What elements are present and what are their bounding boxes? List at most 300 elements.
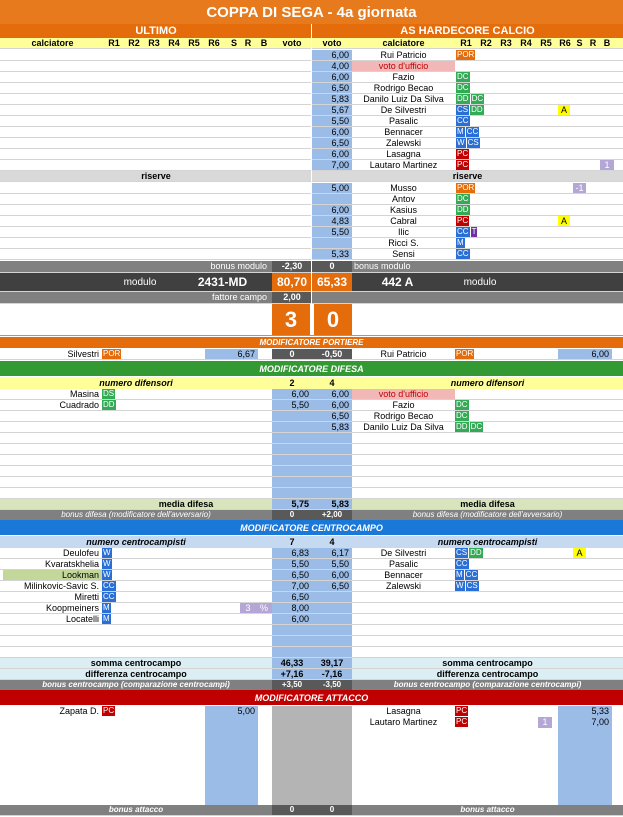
col-header: R3 [500,38,512,48]
player-name: Rodrigo Becao [373,411,434,421]
role-tag: POR [457,183,475,192]
gk-right-role [455,349,530,359]
vote-cell [272,477,312,487]
player-roles [455,61,558,71]
vote-cell [272,488,312,498]
vote-cell [558,783,612,794]
vote-cell [272,636,312,646]
role-tag: CC [457,116,469,125]
team-right: AS HARDECORE CALCIO [400,25,535,37]
gray-cell [272,772,312,783]
player-name: Sensi [392,249,415,259]
player-name: Lautaro Martinez [369,717,438,727]
attacco-row [0,761,623,772]
role-tag: DD [457,94,469,103]
bonus-difesa-row [0,510,623,521]
col-header: calciatore [31,38,74,48]
player-name: De Silvestri [380,548,427,558]
gray-cell [312,750,352,761]
player-roles [455,194,558,204]
player-name: Milinkovic-Savic S. [23,581,99,591]
media-difesa-row [0,499,623,510]
bonus-a: 3 [240,603,256,613]
vote-cell [312,636,352,646]
section-portiere: MODIFICATORE PORTIERE [0,337,623,348]
role-tag: DD [456,422,468,431]
vote-cell [558,761,612,772]
player-name: Bennacer [384,570,423,580]
vote-cell: 6,50 [312,411,352,421]
player-name: voto d'ufficio [352,389,455,399]
cc-diff-label: differenza centrocampo [85,669,187,679]
cc-diff-right: -7,16 [312,669,352,679]
gray-cell [312,772,352,783]
player-name: Lasagna [386,706,421,716]
player-name: Ricci S. [388,238,419,248]
vote-cell [205,717,258,728]
player-name: De Silvestri [380,105,427,115]
cc-bonus-left: +3,50 [272,680,312,690]
gray-cell [312,794,352,805]
player-roles [455,149,558,159]
player-roles [455,83,558,93]
vote-cell [205,728,258,739]
cc-somma-row [0,658,623,669]
media-label: media difesa [460,499,515,509]
vote-cell [205,794,258,805]
player-name: Lautaro Martinez [369,160,438,170]
player-name: Locatelli [65,614,99,624]
role-tag: W [103,548,111,557]
difesa-row [0,466,623,477]
player-roles [455,389,558,399]
vote-cell: 6,00 [312,72,352,82]
role-tag: DC [471,94,484,103]
vote-cell [558,772,612,783]
role-tag: CS [466,581,478,590]
vote-cell: 6,50 [272,592,312,602]
player-name: Ilic [398,227,409,237]
player-roles [102,706,205,717]
difesa-row [0,400,623,411]
cc-count-left: 7 [289,537,295,547]
vote-cell: 6,00 [312,389,352,399]
player-name: Musso [390,183,417,193]
player-roles [455,422,558,432]
col-header: R6 [208,38,220,48]
vote-cell: 5,33 [312,249,352,259]
vote-cell [312,603,352,613]
score-row [0,304,623,336]
role-tag: DC [456,400,468,409]
vote-cell: 6,83 [272,548,312,558]
vote-cell [312,466,352,476]
cc-bonus-label: bonus centrocampo (comparazione centrocampi) [42,680,230,689]
player-name: Rui Patricio [380,50,427,60]
vote-cell: 6,00 [312,149,352,159]
centrocampo-row [0,603,623,614]
col-header: S [576,38,583,48]
col-header: R4 [168,38,180,48]
player-name: Lasagna [386,149,421,159]
attacco-row [0,772,623,783]
role-tag: DD [471,105,483,114]
bonus-attacco-left: 0 [272,805,312,815]
player-roles [102,581,205,591]
gray-cell [272,739,312,750]
player-roles [455,105,558,115]
gray-cell [272,783,312,794]
role-tag: POR [457,50,475,59]
role-tag: DD [470,548,482,557]
vote-cell: 6,50 [312,581,352,591]
role-tag: W [457,138,465,147]
vote-cell: 7,00 [312,160,352,170]
vote-cell: 6,17 [312,548,352,558]
vote-cell: 5,50 [312,116,352,126]
centrocampo-row [0,614,623,625]
col-header: R1 [108,38,120,48]
score-right: 0 [314,304,352,335]
vote-cell [272,466,312,476]
player-name: Cabral [390,216,417,226]
player-roles [455,205,558,215]
vote-cell: 5,50 [312,559,352,569]
difesa-row [0,411,623,422]
gk-right-vote: 6,00 [558,349,612,359]
bonus-modulo-right: 0 [312,261,352,272]
vote-cell: 4,00 [312,61,352,71]
team-left: ULTIMO [135,25,177,37]
bonus-modulo-left: -2,30 [272,261,312,272]
vote-cell [312,194,352,204]
media-left: 5,75 [272,499,312,509]
bonus-difesa-right: +2,00 [312,510,352,520]
player-roles [455,127,558,137]
role-tag: T [471,227,477,236]
role-tag: PC [457,160,469,169]
vote-cell: 6,00 [312,127,352,137]
difesa-row [0,455,623,466]
vote-cell [312,477,352,487]
gk-left-role [102,349,205,359]
difesa-row [0,422,623,433]
vote-cell [558,728,612,739]
player-roles [455,116,558,126]
bonus-attacco-label: bonus attacco [108,805,164,814]
player-roles [455,581,558,591]
vote-cell [312,614,352,624]
vote-cell [558,739,612,750]
player-roles [455,411,558,421]
player-roles [102,548,205,558]
vote-cell [205,739,258,750]
vote-cell: 5,67 [312,105,352,115]
vote-cell: 7,00 [272,581,312,591]
vote-cell: 5,83 [312,422,352,432]
player-roles [455,570,558,580]
player-roles [455,72,558,82]
player-name: Bennacer [384,127,423,137]
bonus-difesa-left: 0 [272,510,312,520]
section-difesa: MODIFICATORE DIFESA [0,361,623,376]
attacco-row [0,717,623,728]
bonus-modulo-label: bonus modulo [210,261,267,271]
player-name: Koopmeiners [45,603,99,613]
col-header: R2 [128,38,140,48]
role-tag: W [456,581,464,590]
role-tag: DD [457,205,469,214]
col-header: R6 [559,38,571,48]
role-tag: PC [103,706,115,715]
player-roles [102,614,205,624]
player-roles [102,559,205,569]
centrocampo-row [0,625,623,636]
cc-bonus-label: bonus centrocampo (comparazione centrocampi) [393,680,582,689]
difesa-num-label: numero difensori [99,378,173,388]
gray-cell [272,717,312,728]
player-roles [102,592,205,602]
role-tag: CC [103,581,115,590]
role-tag: DS [103,389,115,398]
player-roles [455,216,558,226]
difesa-subheader [0,377,623,389]
modulo-label: modulo [123,277,157,288]
role-tag: M [457,238,464,247]
centrocampo-row [0,559,623,570]
vote-cell [272,422,312,432]
vote-cell: 6,00 [272,389,312,399]
role-tag: PC [457,149,469,158]
reserves-label: riserve [452,171,483,181]
vote-cell [312,455,352,465]
vote-cell [312,488,352,498]
bonus-s: -1 [573,183,586,193]
total-right: 65,33 [312,273,352,291]
role-tag: CC [457,249,469,258]
section-centrocampo: MODIFICATORE CENTROCAMPO [0,520,623,535]
player-roles [455,559,558,569]
gray-cell [312,728,352,739]
player-roles [102,389,205,399]
vote-cell [272,625,312,635]
bonus-b: 1 [600,160,614,170]
player-name: Zalewski [385,581,421,591]
role-tag: W [103,570,111,579]
fattore-value: 2,00 [272,292,312,303]
role-tag: CS [457,105,469,114]
score-left: 3 [272,304,310,335]
attacco-row [0,750,623,761]
vote-cell [558,750,612,761]
role-tag: CC [103,592,115,601]
section-attacco: MODIFICATORE ATTACCO [0,690,623,705]
centrocampo-row [0,548,623,559]
difesa-row [0,488,623,499]
gray-cell [272,761,312,772]
player-roles [455,249,558,259]
player-name: voto d'ufficio [352,61,455,71]
attacco-row [0,739,623,750]
role-tag: DC [457,83,469,92]
player-roles [455,400,558,410]
centrocampo-row [0,570,623,581]
cc-num-label: numero centrocampisti [437,537,538,547]
col-header: voto [322,38,342,48]
player-name: Deulofeu [62,548,99,558]
vote-cell [205,761,258,772]
difesa-num-label: numero difensori [450,378,525,388]
player-name: Danilo Luiz Da Silva [363,422,444,432]
gray-cell [312,706,352,717]
difesa-row [0,477,623,488]
bonus-difesa-label: bonus difesa (modificatore dell'avversario) [61,510,211,519]
player-roles [455,717,530,728]
player-roles [102,400,205,410]
gray-cell [312,739,352,750]
vote-cell: 6,00 [312,570,352,580]
player-name: Miretti [74,592,99,602]
vote-cell: 5,33 [558,706,612,717]
role-tag: CS [456,548,468,557]
role-tag: CC [465,570,478,579]
gk-right-name: Rui Patricio [380,349,427,359]
player-name: Cuadrado [59,400,99,410]
difesa-count-left: 2 [289,378,295,388]
col-header: R5 [188,38,200,48]
col-header: R [244,38,252,48]
reserves-label: riserve [141,171,171,181]
gray-cell [312,783,352,794]
role-tag: PC [457,216,469,225]
vote-cell: 6,00 [312,50,352,60]
total-left: 80,70 [272,273,312,291]
role-tag: CS [467,138,479,147]
difesa-row [0,444,623,455]
player-name: Kasius [389,205,417,215]
role-tag: PC [456,717,468,726]
cc-bonus-right: -3,50 [312,680,352,690]
vote-cell: 7,00 [558,717,612,728]
modulo-left: 2431-MD [197,275,248,289]
modulo-label: modulo [463,277,497,288]
player-name: Zapata D. [59,706,99,716]
player-roles [455,138,558,148]
vote-cell: 8,00 [272,603,312,613]
fattore-label: fattore campo [211,292,267,302]
attacco-row [0,794,623,805]
vote-cell [205,783,258,794]
role-tag: POR [456,349,474,358]
col-header: R4 [520,38,532,48]
cc-somma-left: 46,33 [272,658,312,668]
gray-cell [272,706,312,717]
bonus-b: % [256,603,272,613]
attacco-row [0,728,623,739]
role-tag: CC [456,559,468,568]
bonus-attacco-right: 0 [312,805,352,815]
cc-count-right: 4 [329,537,335,547]
col-header: R2 [480,38,492,48]
gray-cell [272,794,312,805]
player-name: Lookman [3,570,102,580]
vote-cell [312,238,352,248]
gray-cell [272,750,312,761]
vote-cell: 6,00 [312,205,352,215]
vote-cell [272,411,312,421]
modulo-right: 442 A [381,275,414,289]
vote-cell [205,772,258,783]
col-header: B [260,38,268,48]
player-name: Kvaratskhelia [44,559,99,569]
bonus-modulo-label: bonus modulo [354,261,411,271]
gray-cell [312,761,352,772]
role-tag: M [103,614,110,623]
vote-cell: 6,50 [272,570,312,580]
role-tag: DC [457,72,469,81]
vote-cell [312,647,352,657]
col-header: R [589,38,597,48]
player-roles [455,227,558,237]
player-name: Fazio [392,72,415,82]
col-header: R5 [540,38,552,48]
gk-right-bonus: -0,50 [312,349,352,359]
player-name: Pasalic [388,116,418,126]
vote-cell: 5,50 [272,400,312,410]
player-name: Fazio [392,400,415,410]
player-roles [102,603,205,613]
cc-somma-right: 39,17 [312,658,352,668]
vote-cell: 6,50 [312,83,352,93]
gray-cell [272,728,312,739]
role-tag: DC [457,194,469,203]
difesa-count-right: 4 [329,378,335,388]
difesa-row [0,433,623,444]
centrocampo-row [0,592,623,603]
vote-cell: 6,00 [272,614,312,624]
vote-cell: 5,50 [272,559,312,569]
vote-cell [205,750,258,761]
player-name: Antov [391,194,415,204]
role-tag: M [457,127,464,136]
yellow-card: A [558,105,570,115]
attacco-row [0,783,623,794]
role-tag: PC [456,706,468,715]
col-header: calciatore [382,38,425,48]
media-label: media difesa [158,499,214,509]
cc-diff-left: +7,16 [272,669,312,679]
centrocampo-subheader [0,536,623,548]
player-roles [102,570,205,580]
cc-num-label: numero centrocampisti [86,537,186,547]
gk-left-bonus: 0 [272,349,312,359]
role-tag: CC [457,227,469,236]
role-tag: M [103,603,110,612]
col-header: S [230,38,237,48]
role-tag: POR [103,349,121,358]
role-tag: DD [103,400,115,409]
player-name: Masina [69,389,99,399]
vote-cell: 5,00 [312,183,352,193]
bonus-difesa-label: bonus difesa (modificatore dell'avversario) [412,510,563,519]
player-name: Danilo Luiz Da Silva [363,94,444,104]
centrocampo-row [0,647,623,658]
vote-cell [558,794,612,805]
bonus-b: 1 [538,717,552,728]
vote-cell [272,647,312,657]
player-roles [455,548,558,558]
bonus-attacco-row [0,805,623,816]
